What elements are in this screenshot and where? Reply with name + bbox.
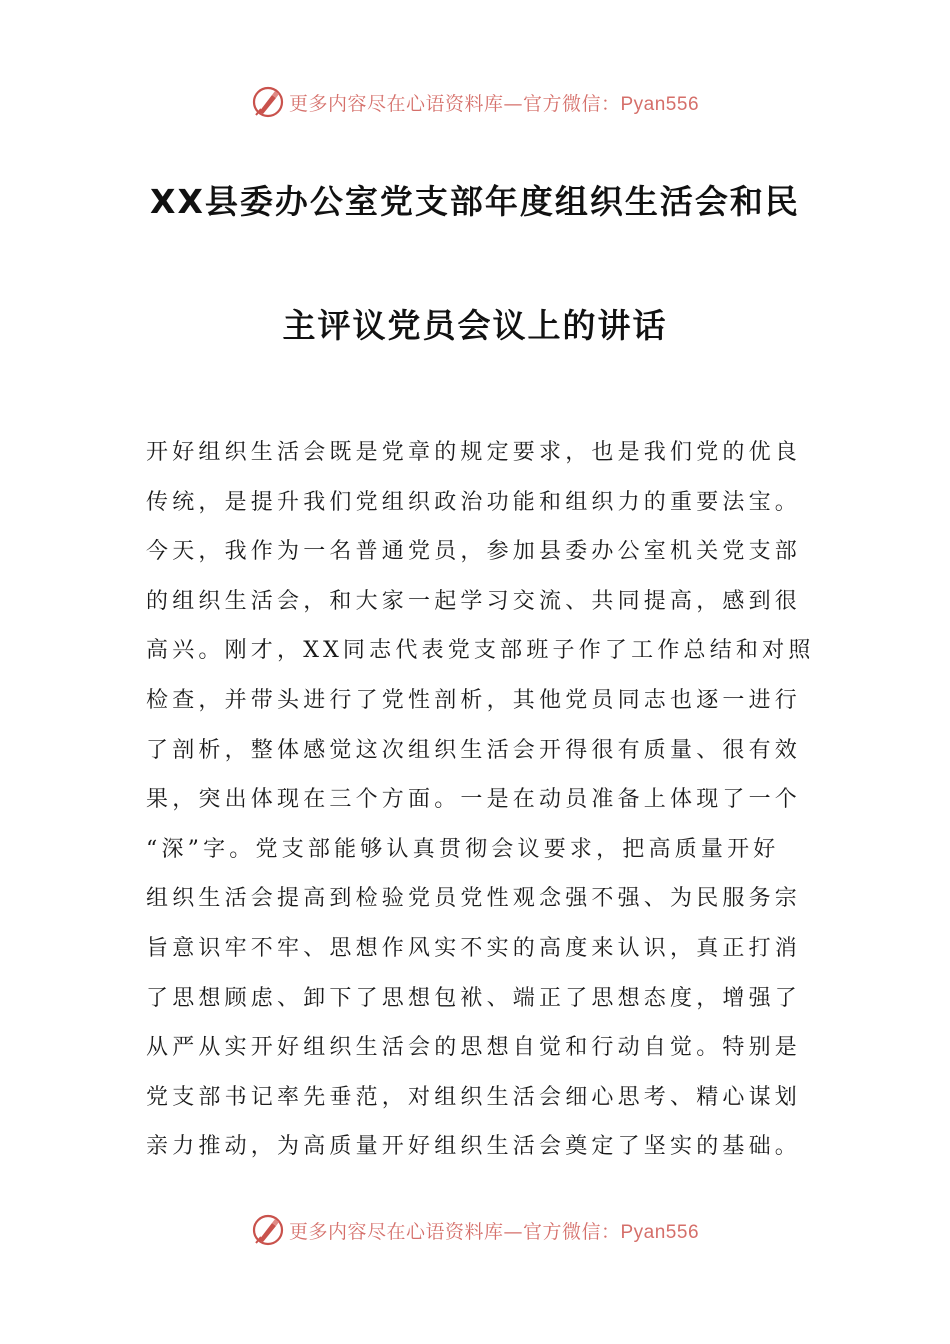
body-line: 亲力推动，为高质量开好组织生活会奠定了坚实的基础。 [146,1134,802,1160]
header-banner-text: 更多内容尽在心语资料库—官方微信：Pyan556 [288,92,700,115]
body-line: 的组织生活会，和大家一起学习交流、共同提高，感到很 [146,588,802,614]
body-line: 党支部书记率先垂范，对组织生活会细心思考、精心谋划 [146,1084,802,1110]
body-line: 检查，并带头进行了党性剖析，其他党员同志也逐一进行 [146,687,802,713]
footer-banner-text: 更多内容尽在心语资料库—官方微信：Pyan556 [288,1220,700,1243]
wechat-id: Pyan556 [620,93,700,115]
body-line: 传统，是提升我们党组织政治功能和组织力的重要法宝。 [146,489,802,515]
document-title-line-2: 主评议党员会议上的讲话 [282,306,668,345]
document-title-line-1: XX县委办公室党支部年度组织生活会和民 [150,182,800,221]
pen-nib-logo-icon [251,1213,285,1247]
wechat-id: Pyan556 [620,1221,700,1243]
body-line: 组织生活会提高到检验党员党性观念强不强、为民服务宗 [146,886,802,912]
body-line: 从严从实开好组织生活会的思想自觉和行动自觉。特别是 [146,1035,802,1061]
body-line: “深”字。党支部能够认真贯彻会议要求，把高质量开好 [146,836,780,862]
body-line: 果，突出体现在三个方面。一是在动员准备上体现了一个 [146,787,802,813]
body-line: 今天，我作为一名普通党员，参加县委办公室机关党支部 [146,539,802,565]
body-line: 开好组织生活会既是党章的规定要求，也是我们党的优良 [146,440,802,465]
footer-banner [0,1210,950,1250]
body-text [146,428,815,1172]
body-line: 旨意识牢不牢、思想作风实不实的高度来认识，真正打消 [146,935,802,961]
body-line: 了剖析，整体感觉这次组织生活会开得很有质量、很有效 [146,737,802,763]
header-banner [0,82,950,122]
pen-nib-logo-icon [251,85,285,119]
body-line: 高兴。刚才，XX同志代表党支部班子作了工作总结和对照 [146,638,815,664]
body-line: 了思想顾虑、卸下了思想包袱、端正了思想态度，增强了 [146,985,802,1011]
